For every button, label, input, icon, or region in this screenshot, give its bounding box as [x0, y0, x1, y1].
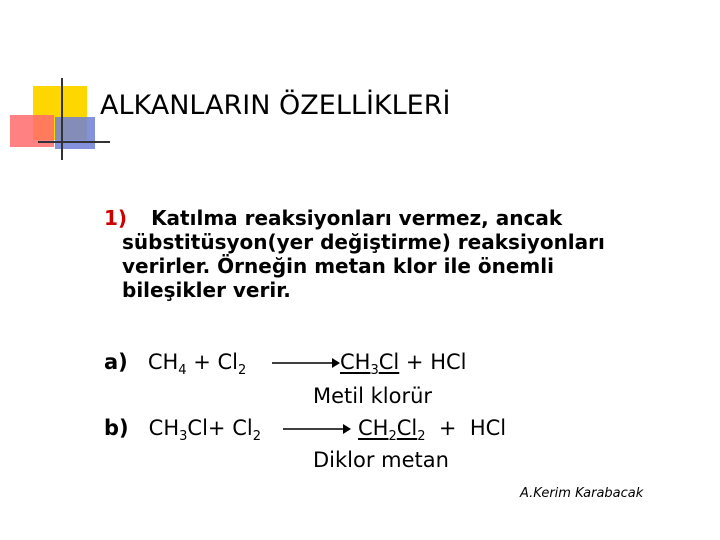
reaction-b-label: b)	[104, 416, 129, 440]
point-line-3: verirler. Örneğin metan klor ile önemli	[122, 254, 554, 278]
point-number: 1)	[104, 206, 128, 230]
reaction-b-reactants: b) $CH_3Cl+ Cl_2$	[104, 416, 261, 444]
reaction-a-label: a)	[104, 350, 128, 374]
reaction-a-product-name: Metil klorür	[313, 384, 433, 408]
reaction-b-product-name: Diklor metan	[313, 448, 449, 472]
slide-title: ALKANLARIN ÖZELLİKLERİ	[100, 90, 451, 121]
author-signature: A.Kerim Karabacak	[520, 486, 644, 501]
reaction-a-arrow-icon	[272, 356, 340, 370]
reaction-b-products: $CH_2Cl_2$ + HCl	[358, 416, 507, 444]
reaction-b-arrow-icon	[283, 422, 351, 436]
point-paragraph	[104, 206, 664, 302]
point-line-4: bileşikler verir.	[122, 278, 291, 302]
point-line-1: Katılma reaksiyonları vermez, ancak	[151, 206, 563, 230]
reaction-a-reactants: a) $CH_4 + Cl_2$	[104, 350, 247, 378]
title-decoration	[0, 0, 110, 170]
point-line-2: sübstitüsyon(yer değiştirme) reaksiyonları	[122, 230, 605, 254]
reaction-a-products: $CH_3Cl$ + HCl	[340, 350, 467, 378]
